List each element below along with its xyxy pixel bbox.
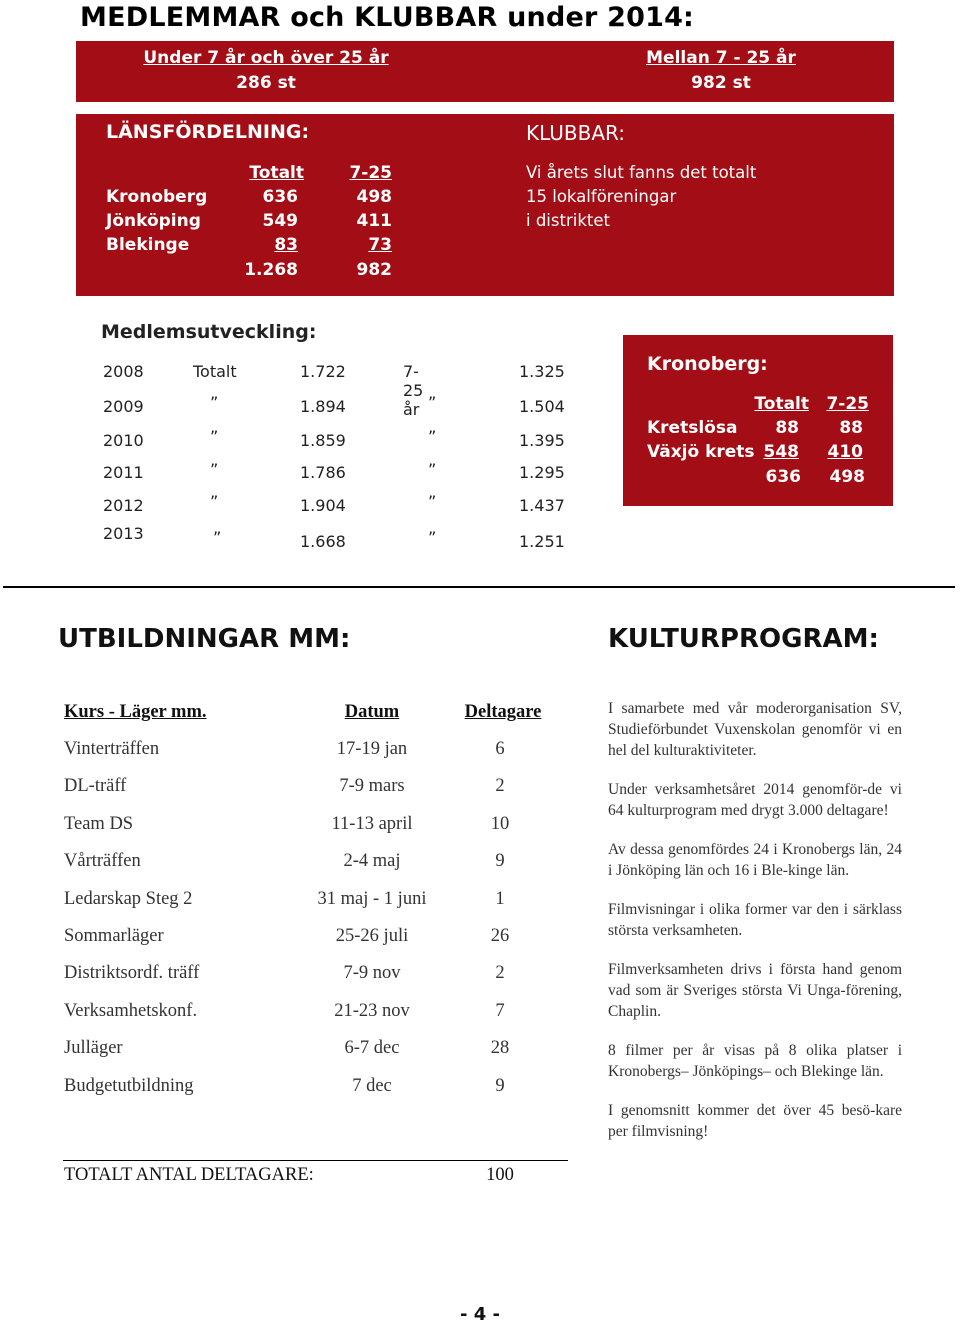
dev-ditto: ”: [428, 528, 437, 547]
course-name: DL-träff: [64, 776, 127, 796]
utb-col-part: Deltagare: [464, 702, 542, 722]
page-number: - 4 -: [460, 1304, 500, 1325]
course-name: Budgetutbildning: [64, 1076, 194, 1096]
kronoberg-box: [623, 335, 893, 506]
dev-ditto: ”: [428, 460, 437, 479]
dev-725: 1.395: [519, 431, 565, 450]
dev-725: 1.504: [519, 397, 565, 416]
lans-row-total: 636: [262, 187, 298, 207]
dev-ditto: ”: [210, 427, 219, 446]
kultur-text: [608, 698, 902, 1142]
dev-ditto: ”: [428, 427, 437, 446]
course-participants: 1: [495, 889, 505, 909]
kultur-paragraph: Filmvisningar i olika former var den i särklass största verksamheten.: [608, 901, 902, 939]
course-date: 7-9 nov: [343, 963, 401, 983]
dev-725: 1.251: [519, 532, 565, 551]
lans-col-725: 7-25: [349, 163, 392, 183]
course-name: Verksamhetskonf.: [64, 1001, 198, 1021]
kultur-paragraph: I samarbete med vår moderorganisation SV, Studieförbundet Vuxenskolan genomför vi en hel del kulturaktiviteter.: [608, 700, 902, 759]
dev-total: 1.786: [300, 463, 346, 482]
lans-row-725: 411: [356, 211, 392, 231]
lans-row-725: 73: [368, 235, 392, 255]
kronoberg-col-total: Totalt: [754, 394, 809, 414]
members-left-value: 286 st: [236, 73, 296, 93]
course-date: 25-26 juli: [335, 926, 409, 946]
dev-725: 1.325: [519, 362, 565, 381]
lans-row-name: Blekinge: [106, 235, 190, 255]
members-box: [76, 41, 894, 102]
course-participants: 26: [490, 926, 510, 946]
course-name: Julläger: [64, 1038, 123, 1058]
lans-heading: LÄNSFÖRDELNING:: [106, 121, 310, 143]
dev-725: 1.295: [519, 463, 565, 482]
members-right-label: Mellan 7 - 25 år: [646, 48, 796, 68]
kultur-paragraph: I genomsnitt kommer det över 45 besö-kare per filmvisning!: [608, 1102, 902, 1140]
course-participants: 28: [490, 1038, 510, 1058]
kronoberg-row-total: 548: [763, 442, 799, 462]
kultur-paragraph: Under verksamhetsåret 2014 genomför-de vi 64 kulturprogram med drygt 3.000 deltagare!: [608, 781, 902, 819]
dev-totalt-label: Totalt: [193, 362, 237, 381]
course-participants: 2: [495, 963, 505, 983]
course-date: 11-13 april: [331, 814, 413, 834]
total-value: 100: [486, 1165, 514, 1185]
kronoberg-row-name: Kretslösa: [647, 418, 738, 438]
total-rule: [63, 1160, 568, 1161]
dev-heading: Medlemsutveckling:: [101, 321, 317, 343]
kronoberg-row-725: 410: [827, 442, 863, 462]
dev-ditto: ”: [213, 528, 222, 547]
dev-year: 2011: [103, 463, 144, 482]
dev-ditto: ”: [428, 492, 437, 511]
klubbar-line: Vi årets slut fanns det totalt: [526, 163, 757, 182]
course-participants: 10: [490, 814, 510, 834]
course-name: Vårträffen: [64, 851, 141, 871]
kronoberg-sum-total: 636: [765, 467, 801, 487]
dev-year: 2008: [103, 362, 144, 381]
kronoberg-col-725: 7-25: [826, 394, 869, 414]
course-date: 21-23 nov: [334, 1001, 410, 1021]
lans-row-name: Kronoberg: [106, 187, 208, 207]
members-left-label: Under 7 år och över 25 år: [143, 48, 389, 68]
klubbar-heading: KLUBBAR:: [526, 121, 626, 145]
course-participants: 9: [495, 851, 505, 871]
dev-total: 1.722: [300, 362, 346, 381]
lans-sum-total: 1.268: [244, 260, 298, 280]
course-date: 31 maj - 1 juni: [317, 889, 427, 909]
kultur-heading: KULTURPROGRAM:: [608, 624, 879, 654]
dev-total: 1.668: [300, 532, 346, 551]
course-date: 6-7 dec: [344, 1038, 400, 1058]
dev-ditto: ”: [210, 460, 219, 479]
klubbar-line: 15 lokalföreningar: [526, 187, 677, 206]
dev-total: 1.859: [300, 431, 346, 450]
dev-ditto: ”: [210, 492, 219, 511]
kronoberg-row-total: 88: [775, 418, 799, 438]
dev-age-label: 7-25 år: [403, 362, 424, 419]
course-participants: 9: [495, 1076, 505, 1096]
course-name: Team DS: [64, 814, 134, 834]
course-participants: 6: [495, 739, 505, 759]
course-name: Vinterträffen: [64, 739, 160, 759]
kultur-paragraph: 8 filmer per år visas på 8 olika platser i Kronobergs– Jönköpings– och Blekinge län.: [608, 1042, 902, 1080]
dev-year: 2012: [103, 496, 144, 515]
kronoberg-heading: Kronoberg:: [647, 353, 768, 375]
course-participants: 2: [495, 776, 505, 796]
course-name: Ledarskap Steg 2: [64, 889, 193, 909]
course-participants: 7: [495, 1001, 505, 1021]
kronoberg-row-name: Växjö krets: [647, 442, 755, 462]
course-date: 17-19 jan: [336, 739, 408, 759]
page-title: MEDLEMMAR och KLUBBAR under 2014:: [80, 2, 695, 33]
course-date: 7 dec: [352, 1076, 392, 1096]
lans-sum-725: 982: [356, 260, 392, 280]
course-date: 2-4 maj: [343, 851, 401, 871]
dev-ditto: ”: [428, 393, 437, 412]
dev-ditto: ”: [210, 393, 219, 412]
lans-col-total: Totalt: [249, 163, 304, 183]
members-right-value: 982 st: [691, 73, 751, 93]
lans-row-total: 549: [262, 211, 298, 231]
dev-725: 1.437: [519, 496, 565, 515]
lans-row-total: 83: [274, 235, 298, 255]
lans-row-725: 498: [356, 187, 392, 207]
kultur-paragraph: Filmverksamheten drivs i första hand genom vad som är Sveriges största Vi Unga-förening, Chaplin.: [608, 961, 902, 1020]
kronoberg-sum-725: 498: [829, 467, 865, 487]
dev-year: 2013: [103, 524, 144, 543]
lans-klubbar-box: [76, 114, 894, 296]
utb-col-course: Kurs - Läger mm.: [64, 702, 207, 722]
section-divider: [3, 586, 955, 588]
kultur-paragraph: Av dessa genomfördes 24 i Kronobergs län, 24 i Jönköping län och 16 i Ble-kinge län.: [608, 841, 902, 879]
klubbar-line: i distriktet: [526, 211, 610, 230]
dev-year: 2009: [103, 397, 144, 416]
kronoberg-row-725: 88: [839, 418, 863, 438]
course-date: 7-9 mars: [339, 776, 405, 796]
utb-heading: UTBILDNINGAR MM:: [58, 624, 351, 654]
dev-total: 1.894: [300, 397, 346, 416]
course-name: Distriktsordf. träff: [64, 963, 200, 983]
course-name: Sommarläger: [64, 926, 164, 946]
lans-row-name: Jönköping: [106, 211, 201, 231]
dev-year: 2010: [103, 431, 144, 450]
total-label: TOTALT ANTAL DELTAGARE:: [64, 1165, 314, 1185]
utb-col-date: Datum: [344, 702, 400, 722]
dev-total: 1.904: [300, 496, 346, 515]
